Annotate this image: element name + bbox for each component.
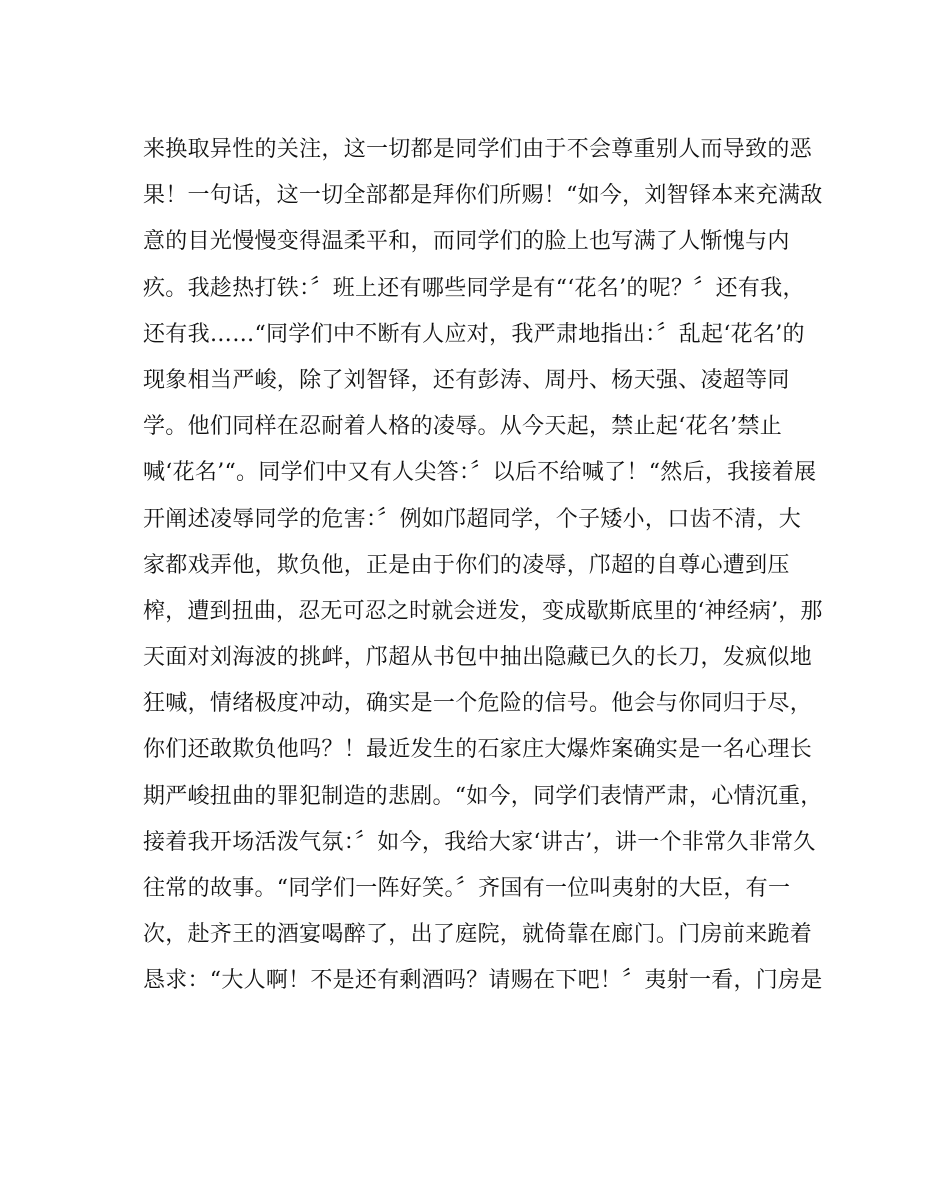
- text-line: 期严峻扭曲的罪犯制造的悲剧。“如今，同学们表情严肃，心情沉重，: [143, 783, 823, 809]
- text-line: 还有我……“同学们中不断有人应对，我严肃地指出：〞乱起‘花名’的: [143, 321, 805, 347]
- text-line: 往常的故事。“同学们一阵好笑。〞齐国有一位叫夷射的大臣，有一: [143, 876, 791, 901]
- text-line: 你们还敢欺负他吗？！最近发生的石家庄大爆炸案确实是一名心理长: [143, 737, 813, 763]
- text-line: 恳求：“大人啊！不是还有剩酒吗？请赐在下吧！〞夷射一看，门房是: [143, 968, 823, 994]
- text-line: 果！一句话，这一切全部都是拜你们所赐！“如今，刘智铎本来充满敌: [143, 183, 823, 209]
- text-line: 天面对刘海波的挑衅，邝超从书包中抽出隐藏已久的长刀，发疯似地: [143, 645, 813, 671]
- text-line: 狂喊，情绪极度冲动，确实是一个危险的信号。他会与你同归于尽，: [143, 691, 813, 717]
- text-line: 次，赴齐王的酒宴喝醉了，出了庭院，就倚靠在廊门。门房前来跪着: [143, 922, 813, 948]
- text-line: 现象相当严峻，除了刘智铎，还有彭涛、周丹、杨天强、凌超等同: [143, 367, 790, 393]
- text-line: 喊‘花名’“。同学们中又有人尖答：〞以后不给喊了！“然后，我接着展: [143, 460, 817, 486]
- text-line: 意的目光慢慢变得温柔平和，而同学们的脸上也写满了人惭愧与内: [143, 229, 790, 255]
- text-line: 来换取异性的关注，这一切都是同学们由于不会尊重别人而导致的恶: [143, 137, 813, 162]
- text-line: 学。他们同样在忍耐着人格的凌辱。从今天起，禁止起‘花名’禁止: [143, 414, 782, 440]
- text-line: 接着我开场活泼气氛：〞如今，我给大家‘讲古’，讲一个非常久非常久: [143, 829, 816, 855]
- body-text: [143, 127, 823, 1005]
- text-line: 家都戏弄他，欺负他，正是由于你们的凌辱，邝超的自尊心遭到压: [143, 552, 790, 578]
- text-line: 开阐述凌辱同学的危害：〞例如邝超同学，个子矮小，口齿不清，大: [143, 506, 802, 532]
- text-line: 榨，遭到扭曲，忍无可忍之时就会迸发，变成歇斯底里的‘神经病’，那: [143, 598, 823, 624]
- text-line: 疚。我趁热打铁：〞班上还有哪些同学是有“‘花名’的呢？〞还有我，: [143, 275, 805, 301]
